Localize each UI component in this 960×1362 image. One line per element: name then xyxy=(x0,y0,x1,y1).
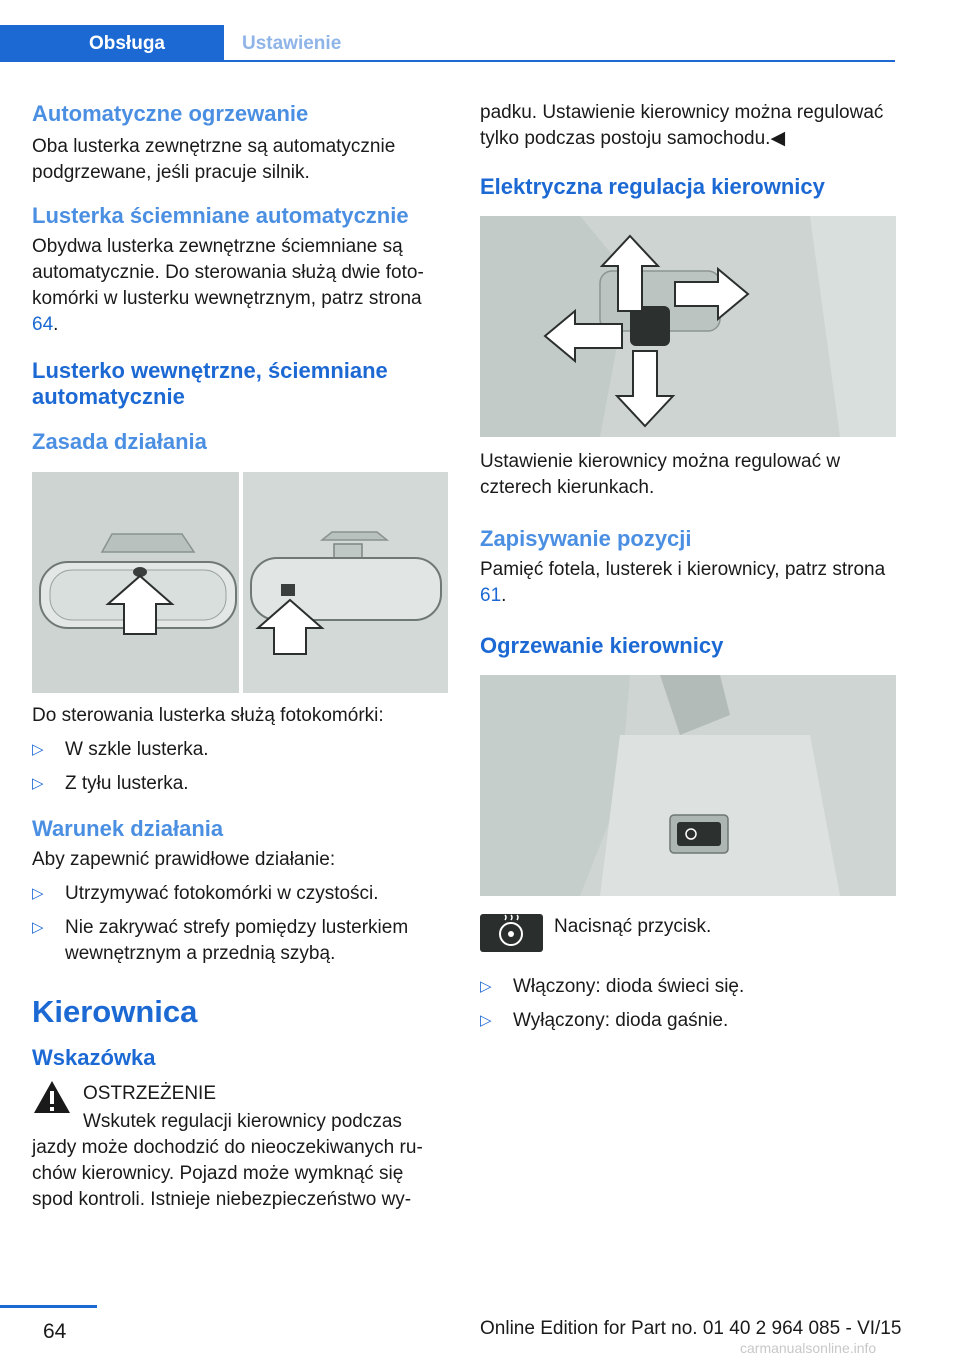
warning-block xyxy=(32,1075,448,1213)
footer-accent-line xyxy=(0,1305,97,1308)
edition-info: Online Edition for Part no. 01 40 2 964 085 - VI/15 xyxy=(480,1318,902,1339)
heading-electric-adjustment: Elektryczna regulacja kierownicy xyxy=(480,174,825,199)
heading-automatic-heating: Automatyczne ogrzewanie xyxy=(32,101,309,126)
page-header xyxy=(0,0,895,62)
list-item xyxy=(480,974,896,1000)
paragraph-warning-continued: padku. Ustawienie kierownicy można regulować tylko podczas postoju samochodu.◀ xyxy=(480,102,884,149)
steering-heating-button-icon xyxy=(480,914,543,952)
list-item xyxy=(32,915,448,967)
heading-note: Wskazówka xyxy=(32,1045,156,1070)
list-item xyxy=(480,1008,896,1034)
bullet-triangle-icon: ▷ xyxy=(480,1012,492,1029)
watermark: carmanualsonline.info xyxy=(740,1340,877,1356)
list-item-text: Wyłączony: dioda gaśnie. xyxy=(513,1010,729,1031)
heating-button-row xyxy=(480,914,896,960)
steering-heating-figure xyxy=(480,675,896,896)
paragraph-dimming-text: Obydwa lusterka zewnętrzne ściemniane są automatycznie. Do sterowania służą dwie fotokomórki w lusterku wewnętrznym, patrz strona xyxy=(32,236,424,309)
condition-list xyxy=(32,881,448,967)
list-item xyxy=(32,771,448,797)
list-item-text: Utrzymywać fotokomórki w czystości. xyxy=(65,883,379,904)
page-link-61[interactable]: 61 xyxy=(480,585,502,606)
heading-save-position: Zapisywanie pozycji xyxy=(480,526,692,551)
paragraph-memory-end: . xyxy=(501,585,507,606)
photocell-list xyxy=(32,737,448,797)
warning-title: OSTRZEŻENIE xyxy=(83,1083,217,1104)
page-link-64[interactable]: 64 xyxy=(32,314,54,335)
left-column xyxy=(32,100,448,1213)
paragraph-heating: Oba lusterka zewnętrzne są automatycznie podgrzewane, jeśli pracuje silnik. xyxy=(32,136,396,183)
tab-obsluga[interactable]: Obsługa xyxy=(0,25,224,62)
paragraph-memory xyxy=(480,557,896,609)
heading-auto-dimming-mirrors: Lusterka ściemniane automatycznie xyxy=(32,203,409,228)
heading-operating-condition: Warunek działania xyxy=(32,816,224,841)
mirror-figure xyxy=(32,472,448,693)
paragraph-photocells: Do sterowania lusterka służą fotokomórki: xyxy=(32,705,384,726)
warning-text: Wskutek regulacji kierownicy podczas jazdy może dochodzić do nieoczekiwanych ruchów kierownicy. Pojazd może wymknąć się spod kontroli. Istnieje niebezpieczeństwo wy- xyxy=(32,1111,423,1210)
bullet-triangle-icon: ▷ xyxy=(32,885,44,902)
bullet-triangle-icon: ▷ xyxy=(32,919,44,936)
list-item-text: Z tyłu lusterka. xyxy=(65,773,189,794)
heading-steering-heating: Ogrzewanie kierownicy xyxy=(480,633,724,658)
heading-operating-principle: Zasada działania xyxy=(32,429,207,454)
page-number: 64 xyxy=(43,1320,67,1343)
steering-heating-illustration xyxy=(480,675,896,896)
paragraph-press-button: Nacisnąć przycisk. xyxy=(554,916,712,937)
paragraph-dimming xyxy=(32,234,448,338)
heating-status-list xyxy=(480,974,896,1034)
mirror-illustration xyxy=(32,472,448,693)
tab-ustawienie[interactable]: Ustawienie xyxy=(242,33,342,54)
paragraph-memory-text: Pamięć fotela, lusterek i kierownicy, patrz strona xyxy=(480,559,886,580)
paragraph-four-directions: Ustawienie kierownicy można regulować w czterech kierunkach. xyxy=(480,451,841,498)
paragraph-dimming-end: . xyxy=(53,314,59,335)
right-column xyxy=(480,100,896,1042)
heading-interior-mirror: Lusterko wewnętrzne, ściemniane automatycznie xyxy=(32,358,388,409)
list-item-text: Nie zakrywać strefy pomiędzy lusterkiem wewnętrznym a przednią szybą. xyxy=(65,917,409,964)
steering-wheel-heat-icon xyxy=(480,914,543,952)
list-item xyxy=(32,881,448,907)
steering-adjust-figure xyxy=(480,216,896,437)
bullet-triangle-icon: ▷ xyxy=(32,775,44,792)
list-item-text: Włączony: dioda świeci się. xyxy=(513,976,745,997)
paragraph-condition: Aby zapewnić prawidłowe działanie: xyxy=(32,849,336,870)
bullet-triangle-icon: ▷ xyxy=(32,741,44,758)
heading-steering-wheel: Kierownica xyxy=(32,994,198,1029)
list-item xyxy=(32,737,448,763)
list-item-text: W szkle lusterka. xyxy=(65,739,209,760)
warning-triangle-icon xyxy=(32,1079,72,1115)
steering-adjust-illustration xyxy=(480,216,896,437)
bullet-triangle-icon: ▷ xyxy=(480,978,492,995)
